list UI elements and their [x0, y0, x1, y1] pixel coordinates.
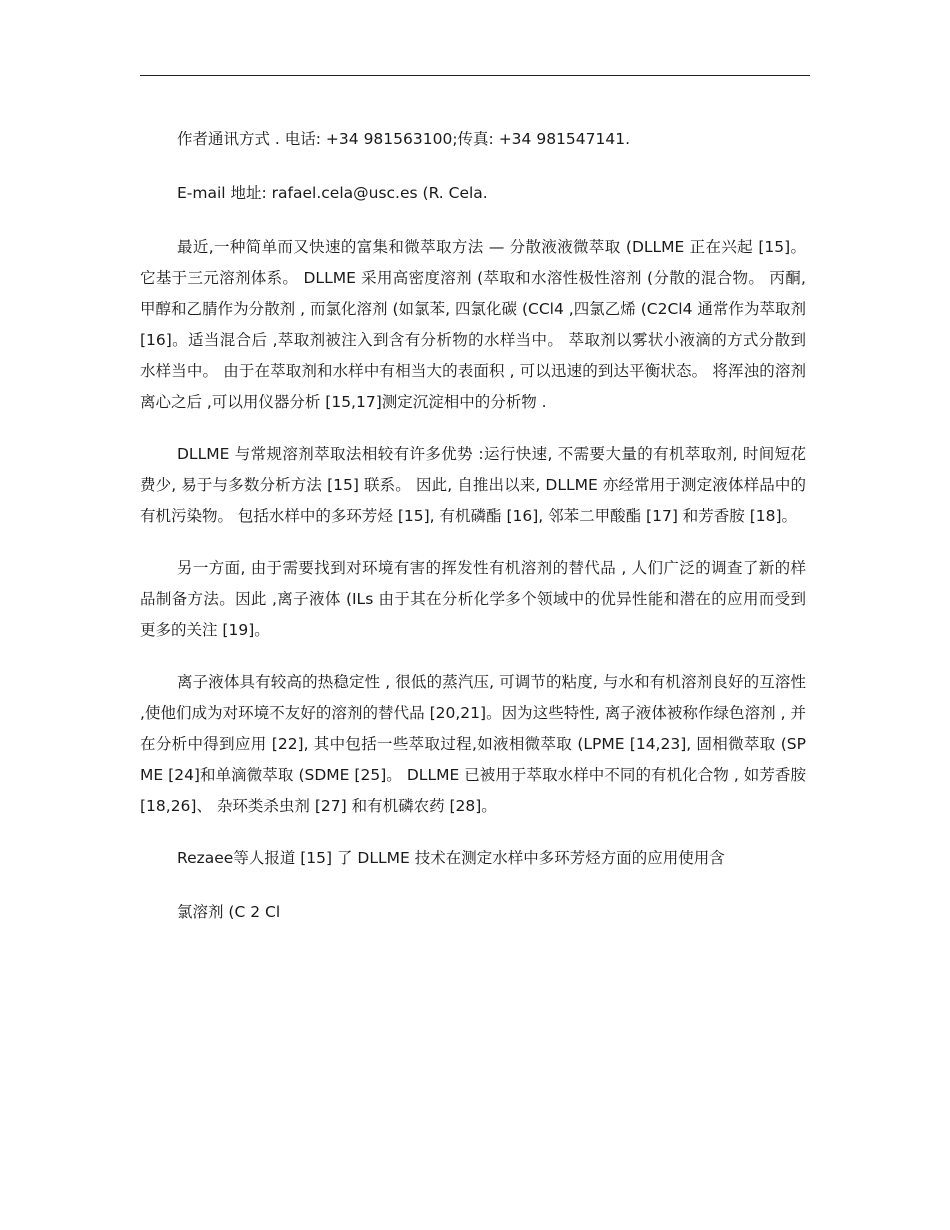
paragraph-dllme-intro: 最近,一种简单而又快速的富集和微萃取方法 — 分散液液微萃取 (DLLME 正在兴起 [15]。它基于三元溶剂体系。 DLLME 采用高密度溶剂 (萃取和水溶性极性溶剂 (分散的混合物。 丙酮, 甲醇和乙腈作为分散剂 , 而氯化溶剂 (如氯苯, 四氯化碳 (CCl4 ,四氯乙烯 (C2Cl4 通常作为萃取剂 [16]。适当混合后 ,萃取剂被注入到含有分析物的水样当中。 萃取剂以雾状小液滴的方式分散到水样当中。 由于在萃取剂和水样中有相当大的表面积 , 可以迅速的到达平衡状态。 将浑浊的溶剂离心之后 ,可以用仪器分析 [15,17]测定沉淀相中的分析物 .	[140, 238, 806, 411]
paragraph-ionic-liquids-intro: 另一方面, 由于需要找到对环境有害的挥发性有机溶剂的替代品 , 人们广泛的调查了新的样品制备方法。因此 ,离子液体 (ILs 由于其在分析化学多个领域中的优异性能和潜在的应用而受到更多的关注 [19]。	[140, 559, 806, 639]
paragraph-fragment: 氯溶剂 (C 2 Cl	[177, 903, 281, 921]
paragraph-dllme-advantages: DLLME 与常规溶剂萃取法相较有许多优势 :运行快速, 不需要大量的有机萃取剂, 时间短花费少, 易于与多数分析方法 [15] 联系。 因此, 自推出以来, DLLME 亦经常用于测定液体样品中的有机污染物。 包括水样中的多环芳烃 [15], 有机磷酯 [16], 邻苯二甲酸酯 [17] 和芳香胺 [18]。	[140, 445, 806, 525]
header-rule	[140, 75, 810, 76]
document-body	[140, 124, 806, 928]
author-contact-line: 作者通讯方式 . 电话: +34 981563100;传真: +34 981547141.	[177, 130, 631, 148]
paragraph-rezaee: Rezaee等人报道 [15] 了 DLLME 技术在测定水样中多环芳烃方面的应用使用含	[177, 849, 725, 867]
paragraph-ionic-liquids-properties: 离子液体具有较高的热稳定性 , 很低的蒸汽压, 可调节的粘度, 与水和有机溶剂良好的互溶性 ,使他们成为对环境不友好的溶剂的替代品 [20,21]。因为这些特性, 离子液体被称作绿色溶剂 , 并在分析中得到应用 [22], 其中包括一些萃取过程,如液相微萃取 (LPME [14,23], 固相微萃取 (SPME [24]和单滴微萃取 (SDME [25]。 DLLME 已被用于萃取水样中不同的有机化合物 , 如芳香胺 [18,26]、 杂环类杀虫剂 [27] 和有机磷农药 [28]。	[140, 673, 806, 815]
author-email-line: E-mail 地址: rafael.cela@usc.es (R. Cela.	[177, 184, 488, 202]
